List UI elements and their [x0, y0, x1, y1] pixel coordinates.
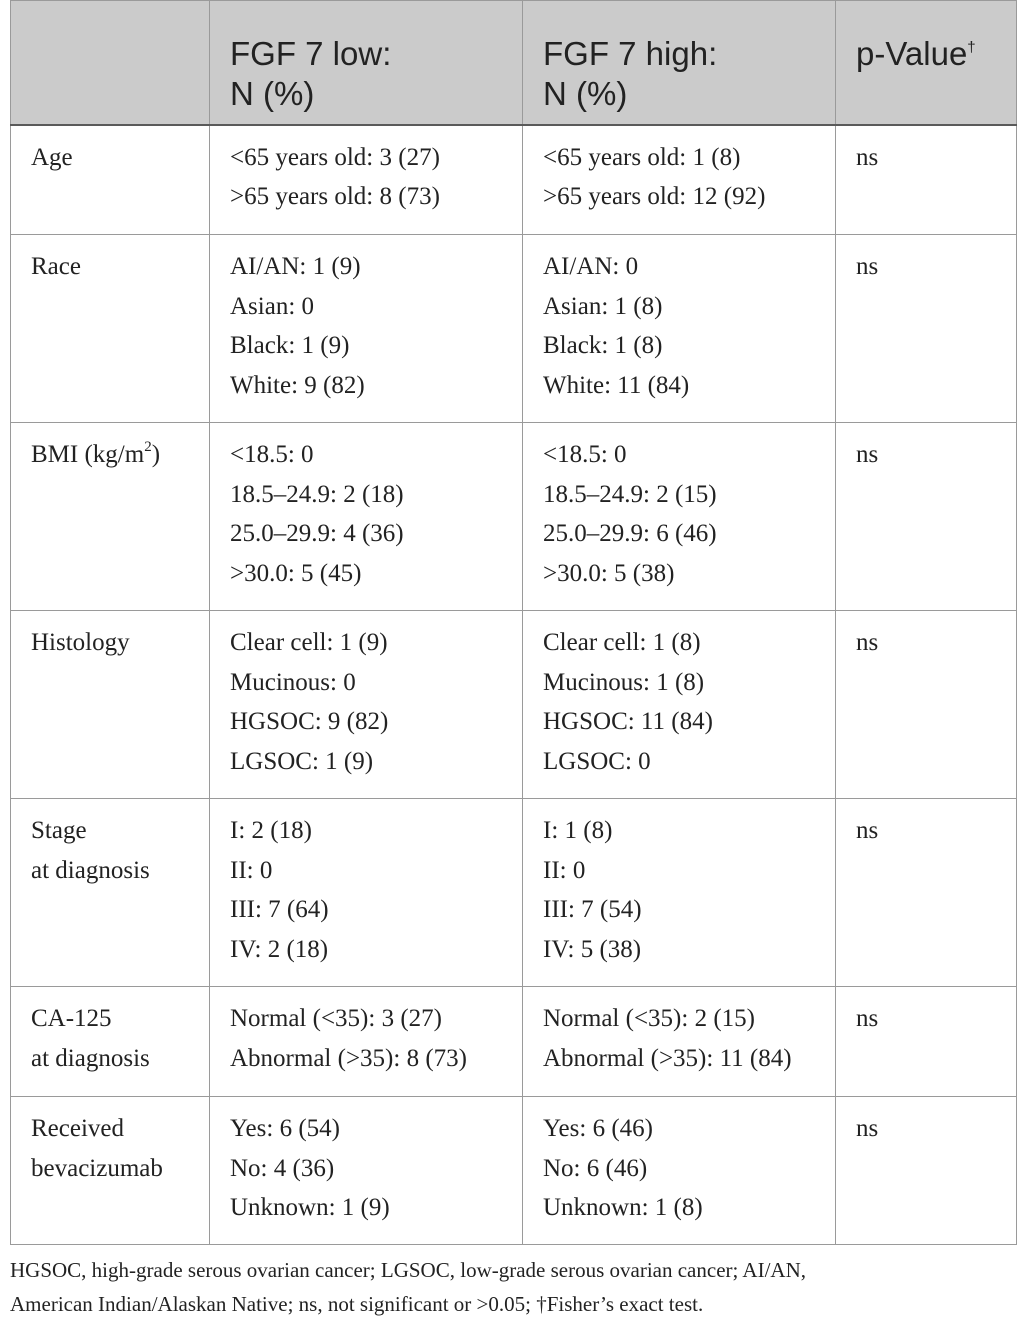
cell-line: Clear cell: 1 (9) — [230, 629, 388, 656]
row-label — [11, 1097, 210, 1245]
fgf7-high-cell — [523, 423, 836, 611]
footnote-line: American Indian/Alaskan Native; ns, not significant or >0.05; †Fisher’s exact test. — [10, 1292, 704, 1316]
header-fgf7-low-line1: FGF 7 low: — [230, 35, 392, 72]
cell-line: III: 7 (54) — [543, 896, 642, 923]
header-p-value-text: p-Value — [856, 35, 968, 72]
cell-line: 25.0–29.9: 6 (46) — [543, 520, 717, 547]
bmi-label-suffix: ) — [151, 441, 161, 468]
table-row — [11, 125, 1017, 235]
label-line: Race — [31, 253, 81, 280]
cell-line: <18.5: 0 — [543, 441, 627, 468]
table-row — [11, 423, 1017, 611]
fgf7-high-cell — [523, 799, 836, 987]
bmi-label-superscript: 2 — [144, 439, 152, 455]
row-label — [11, 611, 210, 799]
table-header — [11, 1, 1017, 125]
cell-line: <18.5: 0 — [230, 441, 314, 468]
p-value-cell: ns — [836, 235, 1017, 423]
cell-line: IV: 2 (18) — [230, 935, 329, 963]
p-value-cell: ns — [836, 987, 1017, 1097]
table-row — [11, 1097, 1017, 1245]
cell-line: Black: 1 (8) — [543, 332, 663, 359]
row-label — [11, 799, 210, 987]
header-variable — [11, 1, 210, 125]
cell-line: >30.0: 5 (45) — [230, 559, 362, 587]
cell-line: AI/AN: 0 — [543, 253, 639, 280]
label-line: CA-125 — [31, 1005, 112, 1032]
fgf7-high-cell — [523, 1097, 836, 1245]
fgf7-low-cell — [210, 1097, 523, 1245]
fgf7-high-cell — [523, 125, 836, 235]
label-line — [31, 435, 209, 479]
row-label — [11, 235, 210, 423]
cell-line: LGSOC: 0 — [543, 747, 651, 775]
cell-line: >65 years old: 12 (92) — [543, 183, 766, 210]
header-fgf7-high-line1: FGF 7 high: — [543, 35, 718, 72]
header-fgf7-high — [523, 1, 836, 125]
cell-line: 18.5–24.9: 2 (18) — [230, 480, 404, 508]
label-line: Age — [31, 143, 73, 171]
fgf7-high-cell — [523, 987, 836, 1097]
cell-line: <65 years old: 1 (8) — [543, 143, 741, 171]
p-value-cell: ns — [836, 125, 1017, 235]
characteristics-table — [10, 0, 1017, 1245]
cell-line: No: 4 (36) — [230, 1154, 335, 1182]
cell-line: Yes: 6 (54) — [230, 1115, 340, 1142]
cell-line: >30.0: 5 (38) — [543, 559, 675, 587]
fgf7-low-cell — [210, 611, 523, 799]
table-footnote — [10, 1253, 1020, 1321]
label-line: at diagnosis — [31, 856, 150, 884]
fgf7-low-cell — [210, 987, 523, 1097]
header-fgf7-low — [210, 1, 523, 125]
dagger-mark: † — [967, 39, 976, 56]
cell-line: HGSOC: 9 (82) — [230, 708, 389, 735]
cell-line: AI/AN: 1 (9) — [230, 253, 361, 280]
cell-line: Black: 1 (9) — [230, 332, 350, 359]
cell-line: II: 0 — [230, 856, 273, 884]
row-label — [11, 125, 210, 235]
fgf7-high-cell — [523, 611, 836, 799]
cell-line: 25.0–29.9: 4 (36) — [230, 520, 404, 547]
cell-line: Unknown: 1 (8) — [543, 1194, 703, 1221]
cell-line: Clear cell: 1 (8) — [543, 629, 701, 656]
cell-line: I: 2 (18) — [230, 817, 312, 844]
cell-line: Normal (<35): 3 (27) — [230, 1005, 442, 1032]
row-label — [11, 987, 210, 1097]
cell-line: Unknown: 1 (9) — [230, 1194, 390, 1221]
label-line: bevacizumab — [31, 1154, 163, 1182]
fgf7-high-cell — [523, 235, 836, 423]
cell-line: White: 9 (82) — [230, 371, 365, 399]
cell-line: I: 1 (8) — [543, 817, 613, 844]
table-row — [11, 799, 1017, 987]
table-row — [11, 987, 1017, 1097]
footnote-line: HGSOC, high-grade serous ovarian cancer; LGSOC, low-grade serous ovarian cancer; AI/AN, — [10, 1258, 807, 1282]
p-value-cell: ns — [836, 1097, 1017, 1245]
bmi-label-prefix: BMI (kg/m — [31, 441, 145, 468]
cell-line: >65 years old: 8 (73) — [230, 183, 440, 210]
label-line: Received — [31, 1115, 125, 1142]
header-row — [11, 1, 1017, 125]
cell-line: HGSOC: 11 (84) — [543, 708, 713, 735]
header-fgf7-low-line2: N (%) — [230, 75, 315, 112]
header-p-value — [836, 1, 1017, 125]
cell-line: <65 years old: 3 (27) — [230, 143, 440, 171]
cell-line: No: 6 (46) — [543, 1154, 648, 1182]
cell-line: Asian: 1 (8) — [543, 292, 663, 320]
cell-line: II: 0 — [543, 856, 586, 884]
table-body — [11, 125, 1017, 1245]
cell-line: Normal (<35): 2 (15) — [543, 1005, 755, 1032]
p-value-cell: ns — [836, 611, 1017, 799]
cell-line: III: 7 (64) — [230, 896, 329, 923]
fgf7-low-cell — [210, 799, 523, 987]
cell-line: LGSOC: 1 (9) — [230, 747, 374, 775]
cell-line: Abnormal (>35): 8 (73) — [230, 1044, 467, 1072]
table-row — [11, 235, 1017, 423]
label-line: Histology — [31, 629, 130, 656]
cell-line: IV: 5 (38) — [543, 935, 642, 963]
fgf7-low-cell — [210, 125, 523, 235]
fgf7-low-cell — [210, 235, 523, 423]
cell-line: Yes: 6 (46) — [543, 1115, 653, 1142]
row-label — [11, 423, 210, 611]
cell-line: White: 11 (84) — [543, 371, 690, 399]
p-value-cell: ns — [836, 799, 1017, 987]
fgf7-low-cell — [210, 423, 523, 611]
characteristics-table-container — [10, 0, 1016, 1245]
header-fgf7-high-line2: N (%) — [543, 75, 628, 112]
cell-line: Mucinous: 1 (8) — [543, 668, 705, 696]
table-row — [11, 611, 1017, 799]
label-line: at diagnosis — [31, 1044, 150, 1072]
label-line: Stage — [31, 817, 87, 844]
cell-line: 18.5–24.9: 2 (15) — [543, 480, 717, 508]
cell-line: Mucinous: 0 — [230, 668, 356, 696]
cell-line: Abnormal (>35): 11 (84) — [543, 1044, 792, 1072]
cell-line: Asian: 0 — [230, 292, 315, 320]
p-value-cell: ns — [836, 423, 1017, 611]
